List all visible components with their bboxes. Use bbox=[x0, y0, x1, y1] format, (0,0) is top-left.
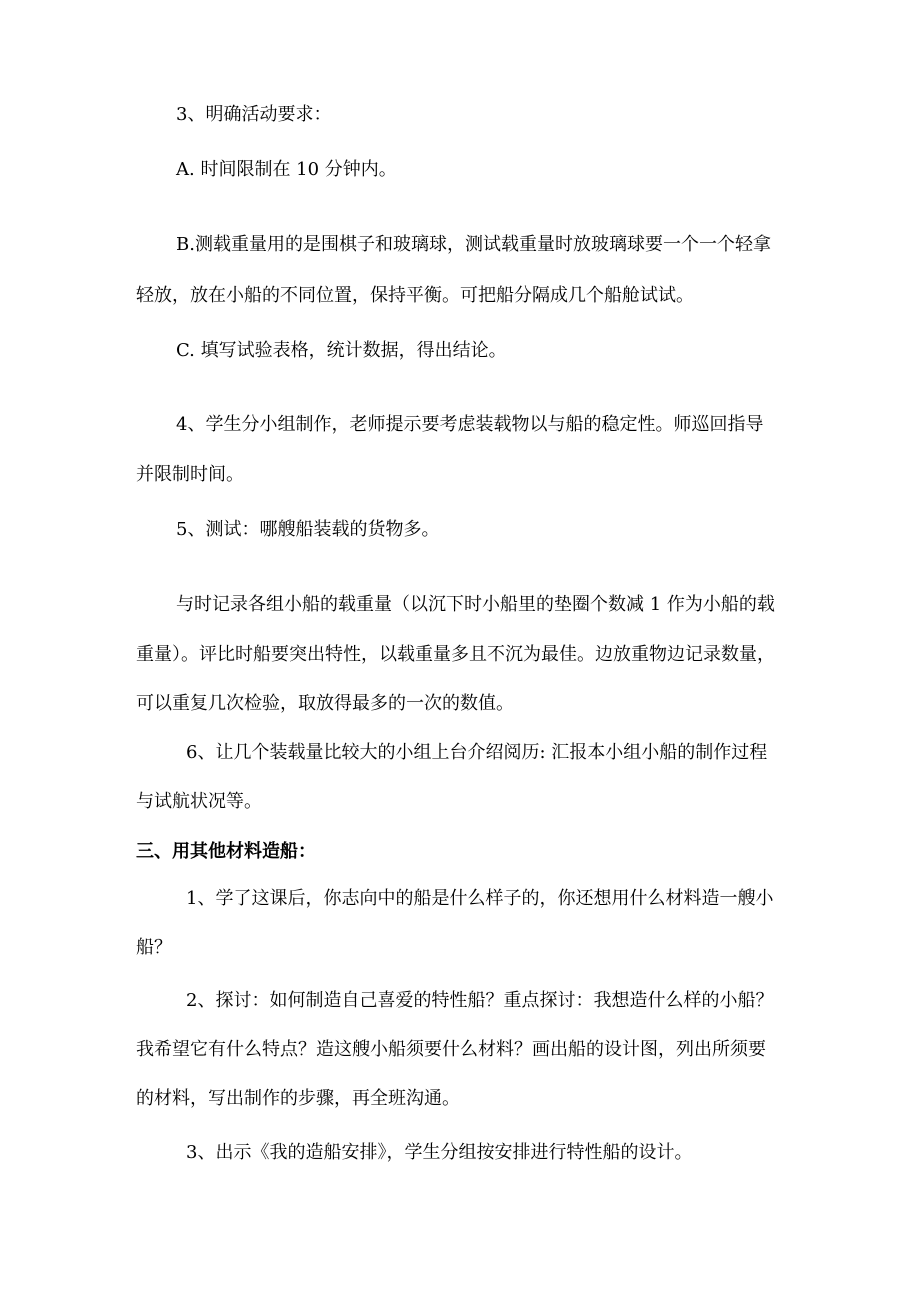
section-3-heading: 三、用其他材料造船： bbox=[136, 841, 316, 862]
section-3-item-2-line-3: 的材料，写出制作的步骤，再全班沟通。 bbox=[136, 1088, 460, 1109]
step-6-line-1: 6、让几个装载量比较大的小组上台介绍阅历: 汇报本小组小船的制作过程 bbox=[186, 742, 768, 763]
requirement-a-time-limit: A. 时间限制在 10 分钟内。 bbox=[176, 159, 397, 180]
step-3-activity-requirements: 3、明确活动要求： bbox=[176, 104, 332, 125]
section-3-item-1-line-2: 船？ bbox=[136, 937, 172, 958]
step-6-line-2: 与试航状况等。 bbox=[136, 791, 262, 812]
recording-paragraph-line-1: 与时记录各组小船的载重量（以沉下时小船里的垫圈个数减 1 作为小船的载 bbox=[176, 594, 775, 615]
section-3-item-1-line-1: 1、学了这课后，你志向中的船是什么样子的，你还想用什么材料造一艘小 bbox=[186, 888, 774, 909]
recording-paragraph-line-3: 可以重复几次检验，取放得最多的一次的数值。 bbox=[136, 693, 514, 714]
requirement-c-record-data: C. 填写试验表格，统计数据，得出结论。 bbox=[176, 340, 507, 361]
step-4-line-1: 4、学生分小组制作，老师提示要考虑装载物以与船的稳定性。师巡回指导 bbox=[176, 414, 764, 435]
requirement-b-line-2: 轻放，放在小船的不同位置，保持平衡。可把船分隔成几个船舱试试。 bbox=[136, 285, 694, 306]
section-3-item-3: 3、出示《我的造船安排》，学生分组按安排进行特性船的设计。 bbox=[186, 1142, 693, 1163]
step-4-line-2: 并限制时间。 bbox=[136, 464, 244, 485]
recording-paragraph-line-2: 重量）。评比时船要突出特性，以载重量多且不沉为最佳。边放重物边记录数量， bbox=[136, 644, 775, 665]
section-3-item-2-line-2: 我希望它有什么特点？造这艘小船须要什么材料？画出船的设计图，列出所须要 bbox=[136, 1039, 766, 1060]
step-5-testing: 5、测试：哪艘船装载的货物多。 bbox=[176, 519, 440, 540]
section-3-item-2-line-1: 2、探讨：如何制造自己喜爱的特性船？重点探讨：我想造什么样的小船？ bbox=[186, 990, 774, 1011]
requirement-b-line-1: B.测载重量用的是围棋子和玻璃球，测试载重量时放玻璃球要一个一个轻拿 bbox=[176, 234, 771, 255]
